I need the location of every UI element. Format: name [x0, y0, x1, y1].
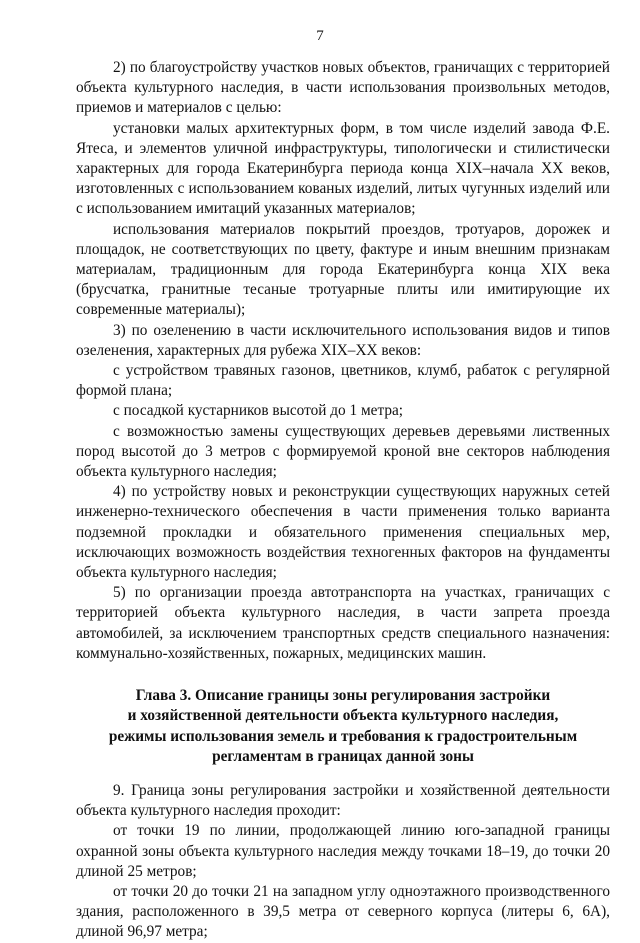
chapter-heading [76, 686, 610, 767]
chapter-heading-line: регламентам в границах данной зоны [212, 747, 474, 765]
paragraph: с посадкой кустарников высотой до 1 метра; [113, 402, 404, 420]
chapter-heading-line: и хозяйственной деятельности объекта культурного наследия, [127, 707, 559, 725]
paragraph: 3) по озеленению в части исключительного использования видов и типов озеленения, характерных для рубежа XIX–XX веков: [76, 321, 610, 359]
document-body [76, 58, 610, 943]
paragraph: установки малых архитектурных форм, в том числе изделий завода Ф.Е. Ятеса, и элементов уличной инфраструктуры, типологически и стилистически характерных для города Екатеринбурга периода конца XIX–начала XX веков, изготовленных с использованием кованых изделий, литых чугунных изделий или с использованием имитаций указанных материалов; [76, 119, 610, 218]
paragraph: 5) по организации проезда автотранспорта на участках, граничащих с территорией объекта культурного наследия, в части запрета проезда автомобилей, за исключением транспортных средств специального назначения: коммунально-хозяйственных, пожарных, медицинских машин. [76, 584, 610, 662]
paragraph: от точки 20 до точки 21 на западном углу одноэтажного производственного здания, расположенного в 39,5 метра от северного корпуса (литеры 6, 6А), длиной 96,97 метра; [76, 882, 610, 941]
paragraph: с устройством травяных газонов, цветников, клумб, рабаток с регулярной формой плана; [76, 362, 610, 400]
paragraph: от точки 19 по линии, продолжающей линию юго-западной границы охранной зоны объекта культурного наследия между точками 18–19, до точки 20 длиной 25 метров; [76, 822, 610, 880]
chapter-heading-line: режимы использования земель и требования к градостроительным [108, 727, 578, 745]
paragraph: 2) по благоустройству участков новых объектов, граничащих с территорией объекта культурного наследия, в части использования произвольных методов, приемов и материалов с целью: [76, 59, 610, 117]
page-number: 7 [316, 28, 324, 44]
paragraph: 9. Граница зоны регулирования застройки и хозяйственной деятельности объекта культурного наследия проходит: [76, 781, 610, 820]
chapter-heading-line: Глава 3. Описание границы зоны регулирования застройки [135, 687, 551, 705]
paragraph: с возможностью замены существующих деревьев деревьями лиственных пород высотой до 3 метров с формируемой кроной вне секторов наблюдения объекта культурного наследия; [76, 422, 610, 481]
paragraph: 4) по устройству новых и реконструкции существующих наружных сетей инженерно-технического обеспечения в части применения только варианта подземной прокладки и обязательного применения специальных мер, исключающих возможность воздействия техногенных факторов на фундаменты объекта культурного наследия; [76, 483, 610, 582]
paragraph: использования материалов покрытий проездов, тротуаров, дорожек и площадок, не соответствующих по цвету, фактуре и иным внешним признакам материалам, традиционным для города Екатеринбурга конца XIX века (брусчатка, гранитные тесаные тротуарные плиты или имитирующие их современные материалы); [76, 220, 610, 319]
